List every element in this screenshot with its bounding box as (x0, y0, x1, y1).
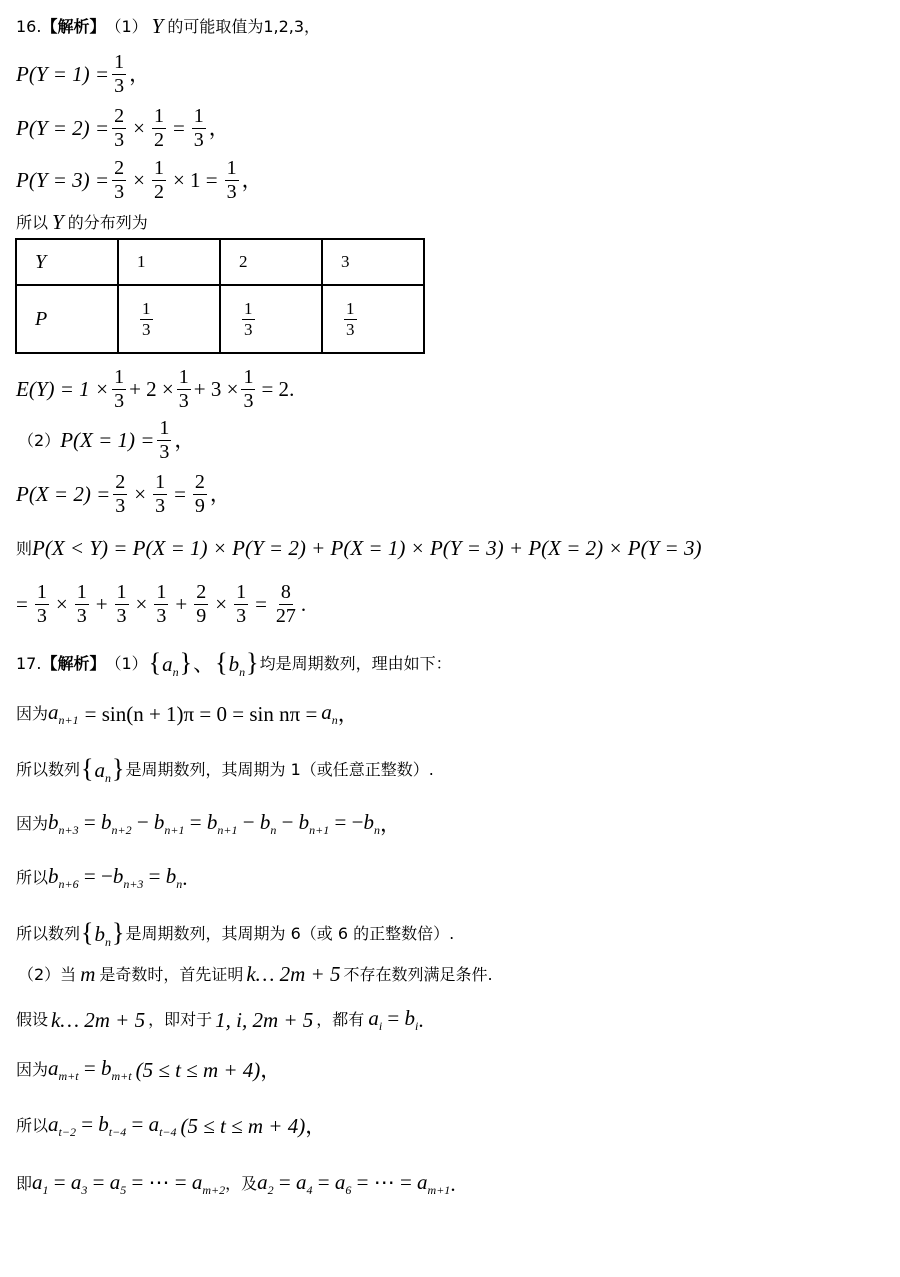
fraction: $\frac{1}{2}$ (153, 157, 164, 203)
fraction: $\frac{2}{9}$ (196, 581, 207, 627)
q16-px2: P(X = 2) = $\frac{2}{3}$ × $\frac{1}{3}$ = $\frac{2}{9}$ ， (16, 471, 231, 517)
q16-number: 16. (16, 16, 42, 36)
q16-p3-lhs: P(Y = 3) = (16, 168, 110, 192)
q16-px1: （2） P(X = 1) = $\frac{1}{3}$ ， (18, 417, 196, 463)
fraction: $\frac{1}{3}$ (116, 581, 127, 627)
q17-line10: 即 $a_1 = a_3 = a_5$ = ⋯ = $a_{m+2}$ ，及 $a_2 = a_4 = a_6$ = ⋯ = $a_{m+1}$ . (16, 1170, 456, 1197)
q16-p3: P(Y = 3) = $\frac{2}{3}$ × $\frac{1}{2}$ × 1 = $\frac{1}{3}$ ， (16, 157, 263, 203)
q16-var-y: Y (151, 14, 164, 38)
table-row: Y 1 2 3 (16, 239, 424, 285)
fraction: $\frac{2}{3}$ (115, 471, 126, 517)
q17-part2: （2）当 m 是奇数时，首先证明 k… 2m + 5 不存在数列满足条件. (18, 962, 493, 986)
q16-tag: 【解析】 (41, 16, 106, 36)
distribution-table (15, 238, 425, 354)
q17-line5: 所以数列 $\{b_n\}$ 是周期数列，其周期为 6（或 6 的正整数倍）. (16, 918, 455, 949)
fraction: $\frac{1}{3}$ (193, 105, 204, 151)
q16-dist-intro: 所以 Y 的分布列为 (16, 210, 148, 234)
q17-header: 17. 【解析】 （1） $\{a_n\}$、$\{b_n\}$ 均是周期数列，理由如下： (16, 648, 452, 679)
fraction: $\frac{1}{3}$ (346, 298, 355, 339)
fraction: $\frac{1}{3}$ (114, 51, 125, 97)
q16-part1-label: （1） (105, 16, 148, 36)
fraction: $\frac{1}{3}$ (76, 581, 87, 627)
q16-intro-text: 的可能取值为1,2,3， (167, 16, 321, 36)
fraction: $\frac{2}{9}$ (194, 471, 205, 517)
fraction: $\frac{1}{3}$ (243, 366, 254, 412)
fraction: $\frac{1}{3}$ (236, 581, 247, 627)
q17-line2: 所以数列 $\{a_n\}$ 是周期数列，其周期为 1（或任意正整数）. (16, 754, 434, 785)
q16-p2-lhs: P(Y = 2) = (16, 116, 110, 140)
q17-line9: 所以 $a_{t-2} = b_{t-4} = a_{t-4}$ (5 ≤ t ≤ m + 4) ， (16, 1112, 327, 1139)
fraction: $\frac{1}{3}$ (36, 581, 47, 627)
q16-p2: P(Y = 2) = $\frac{2}{3}$ × $\frac{1}{2}$ = $\frac{1}{3}$ ， (16, 105, 230, 151)
fraction: $\frac{1}{3}$ (159, 417, 170, 463)
q17-line7: 假设 k… 2m + 5 ，即对于 1, i, 2m + 5 ，都有 $a_i = b_i$ . (16, 1006, 424, 1033)
q16-final: = $\frac{1}{3}$ × $\frac{1}{3}$ + $\frac{1}{3}$ × $\frac{1}{3}$ + $\frac{2}{9}$ × $\frac{1}{3}$ = $\frac{8}{27}$ . (16, 581, 307, 627)
table-row: P $\frac{1}{3}$ $\frac{1}{3}$ $\frac{1}{3}$ (16, 285, 424, 353)
fraction: $\frac{1}{3}$ (156, 581, 167, 627)
fraction: $\frac{1}{3}$ (142, 298, 151, 339)
fraction: $\frac{1}{3}$ (114, 366, 125, 412)
fraction: $\frac{1}{3}$ (226, 157, 237, 203)
q17-line1: 因为 $a_{n+1}$ = sin(n + 1)π = 0 = sin nπ = $a_n$ ， (16, 700, 359, 727)
fraction: $\frac{2}{3}$ (114, 157, 125, 203)
q17-line8: 因为 $a_{m+t} = b_{m+t}$ (5 ≤ t ≤ m + 4) ， (16, 1056, 282, 1083)
fraction: $\frac{1}{3}$ (178, 366, 189, 412)
fraction: $\frac{2}{3}$ (114, 105, 125, 151)
fraction: $\frac{1}{3}$ (244, 298, 253, 339)
fraction: $\frac{1}{3}$ (155, 471, 166, 517)
fraction: $\frac{1}{2}$ (153, 105, 164, 151)
q16-pxy: 则 P(X < Y) = P(X = 1) × P(Y = 2) + P(X = 1) × P(Y = 3) + P(X = 2) × P(Y = 3) (16, 536, 702, 560)
fraction: $\frac{8}{27}$ (275, 581, 296, 627)
q17-line3: 因为 $b_{n+3} = b_{n+2} - b_{n+1} = b_{n+1} - b_n - b_{n+1} = -b_n$ ， (16, 810, 401, 837)
q16-header (16, 16, 320, 37)
q16-p1: P(Y = 1) = $\frac{1}{3}$ ， (16, 51, 151, 97)
q16-p1-lhs: P(Y = 1) = (16, 62, 110, 86)
q17-line4: 所以 $b_{n+6} = -b_{n+3} = b_n$ . (16, 864, 188, 891)
q16-expectation: E(Y) = 1 × $\frac{1}{3}$ + 2 × $\frac{1}{3}$ + 3 × $\frac{1}{3}$ = 2 . (16, 366, 295, 412)
